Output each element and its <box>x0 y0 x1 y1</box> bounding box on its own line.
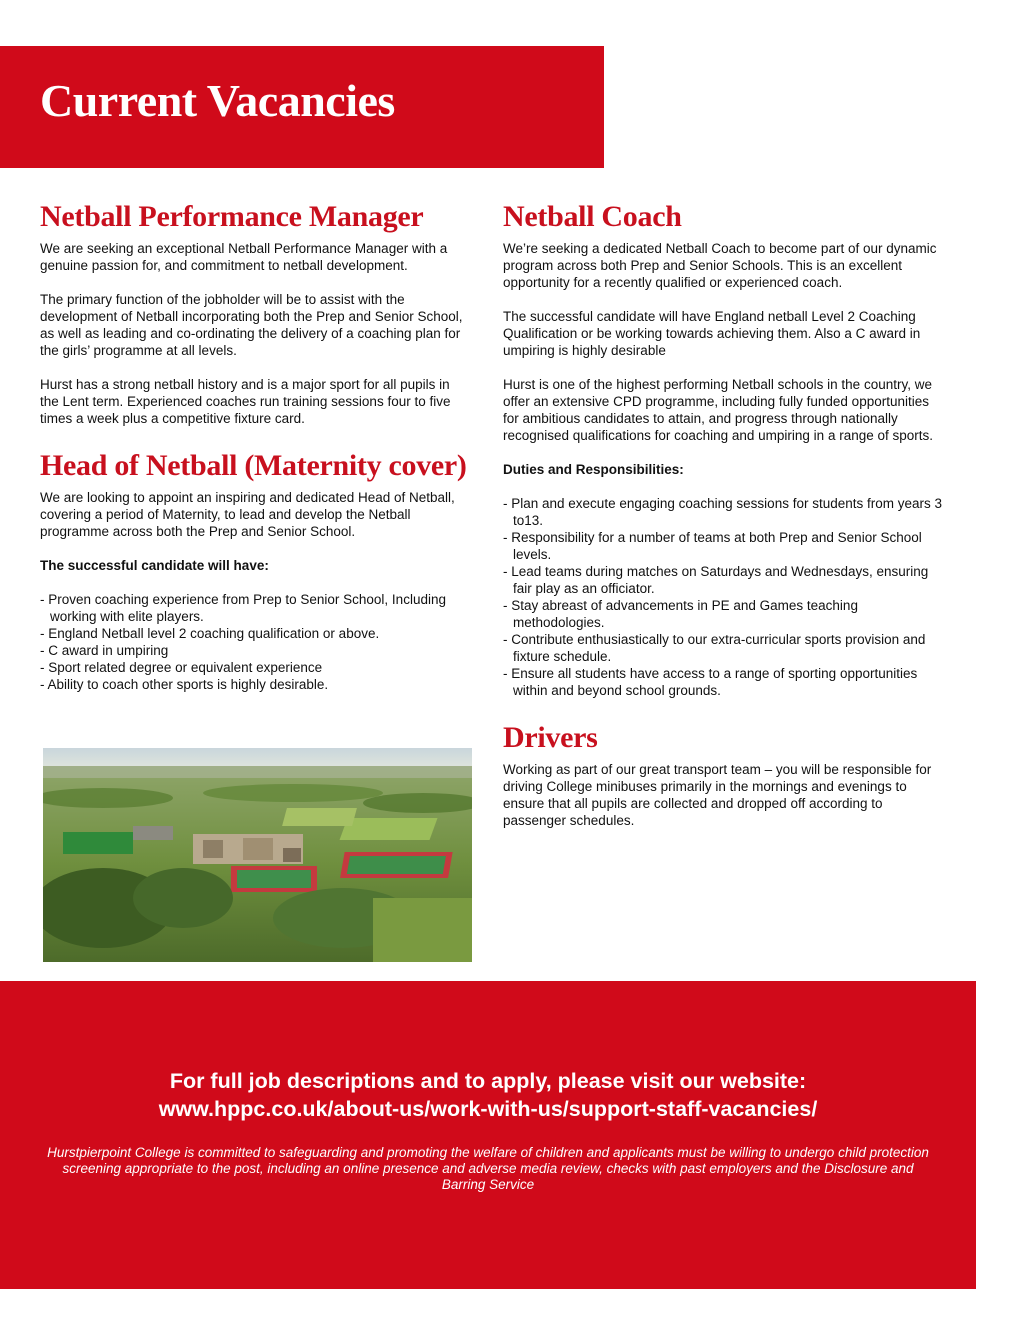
list-item: - Proven coaching experience from Prep to Senior School, Including working with elite players. <box>40 592 446 624</box>
list-item: - Contribute enthusiastically to our extra-curricular sports provision and fixture schedule. <box>503 632 926 664</box>
safeguarding-notice: Hurstpierpoint College is committed to safeguarding and promoting the welfare of children and applicants must be willing to undergo child protection screening appropriate to the post, including an online presence and adverse media review, checks with past employers and the Disclosure and Barring Service <box>47 1145 929 1192</box>
website-link[interactable]: www.hppc.co.uk/about-us/work-with-us/support-staff-vacancies/ <box>158 1097 818 1121</box>
apply-call-to-action <box>0 1067 976 1123</box>
campus-aerial-photo <box>43 748 472 962</box>
left-column <box>40 198 472 710</box>
manager-paragraph: Hurst has a strong netball history and is a major sport for all pupils in the Lent term. Experienced coaches run training sessions four to five times a week plus a competitive fixture card. <box>40 377 451 426</box>
drivers-paragraph: Working as part of our great transport team – you will be responsible for driving College minibuses primarily in the mornings and evenings to ensure that all pupils are collected and dropped off according to passenger schedules. <box>503 762 932 828</box>
list-item: - Sport related degree or equivalent experience <box>40 660 323 675</box>
head-of-netball-intro: We are looking to appoint an inspiring and dedicated Head of Netball, covering a period of Maternity, to lead and develop the Netball programme across both the Prep and Senior School. <box>40 490 455 539</box>
list-item: - Plan and execute engaging coaching sessions for students from years 3 to13. <box>503 496 943 528</box>
header-banner <box>0 46 604 168</box>
head-of-netball-subheading: The successful candidate will have: <box>40 558 269 573</box>
list-item: - England Netball level 2 coaching qualification or above. <box>40 626 380 641</box>
manager-paragraph: The primary function of the jobholder will be to assist with the development of Netball incorporating both the Prep and Senior School, as well as leading and co-ordinating the delivery of a coaching plan for the girls’ programme at all levels. <box>40 292 463 358</box>
list-item: - Ability to coach other sports is highly desirable. <box>40 677 329 692</box>
coach-subheading: Duties and Responsibilities: <box>503 462 684 477</box>
coach-duties <box>503 495 943 699</box>
drivers-title: Drivers <box>503 721 598 754</box>
list-item: - Responsibility for a number of teams at both Prep and Senior School levels. <box>503 530 922 562</box>
right-column <box>503 198 943 846</box>
list-item: - C award in umpiring <box>40 643 169 658</box>
manager-paragraph: We are seeking an exceptional Netball Performance Manager with a genuine passion for, and commitment to netball development. <box>40 241 448 273</box>
list-item: - Lead teams during matches on Saturdays and Wednesdays, ensuring fair play as an officiator. <box>503 564 929 596</box>
list-item: - Stay abreast of advancements in PE and Games teaching methodologies. <box>503 598 858 630</box>
coach-paragraph: We’re seeking a dedicated Netball Coach to become part of our dynamic program across both Prep and Senior Schools. This is an excellent opportunity for a recently qualified or experienced coach. <box>503 241 937 290</box>
page-title: Current Vacancies <box>40 75 395 126</box>
coach-paragraph: The successful candidate will have England netball Level 2 Coaching Qualification or be working towards achieving them. Also a C award in umpiring is highly desirable <box>503 309 921 358</box>
head-of-netball-requirements <box>40 591 472 693</box>
list-item: - Ensure all students have access to a range of sporting opportunities within and beyond school grounds. <box>503 666 918 698</box>
head-of-netball-title: Head of Netball (Maternity cover) <box>40 449 467 482</box>
coach-title: Netball Coach <box>503 200 682 233</box>
coach-paragraph: Hurst is one of the highest performing Netball schools in the country, we offer an extensive CPD programme, including fully funded opportunities for ambitious candidates to attain, and progress through nationally recognised qualifications for coaching and umpiring in a range of sports. <box>503 377 934 443</box>
apply-text: For full job descriptions and to apply, please visit our website: <box>169 1069 807 1093</box>
footer-banner <box>0 981 976 1289</box>
manager-title: Netball Performance Manager <box>40 200 424 233</box>
